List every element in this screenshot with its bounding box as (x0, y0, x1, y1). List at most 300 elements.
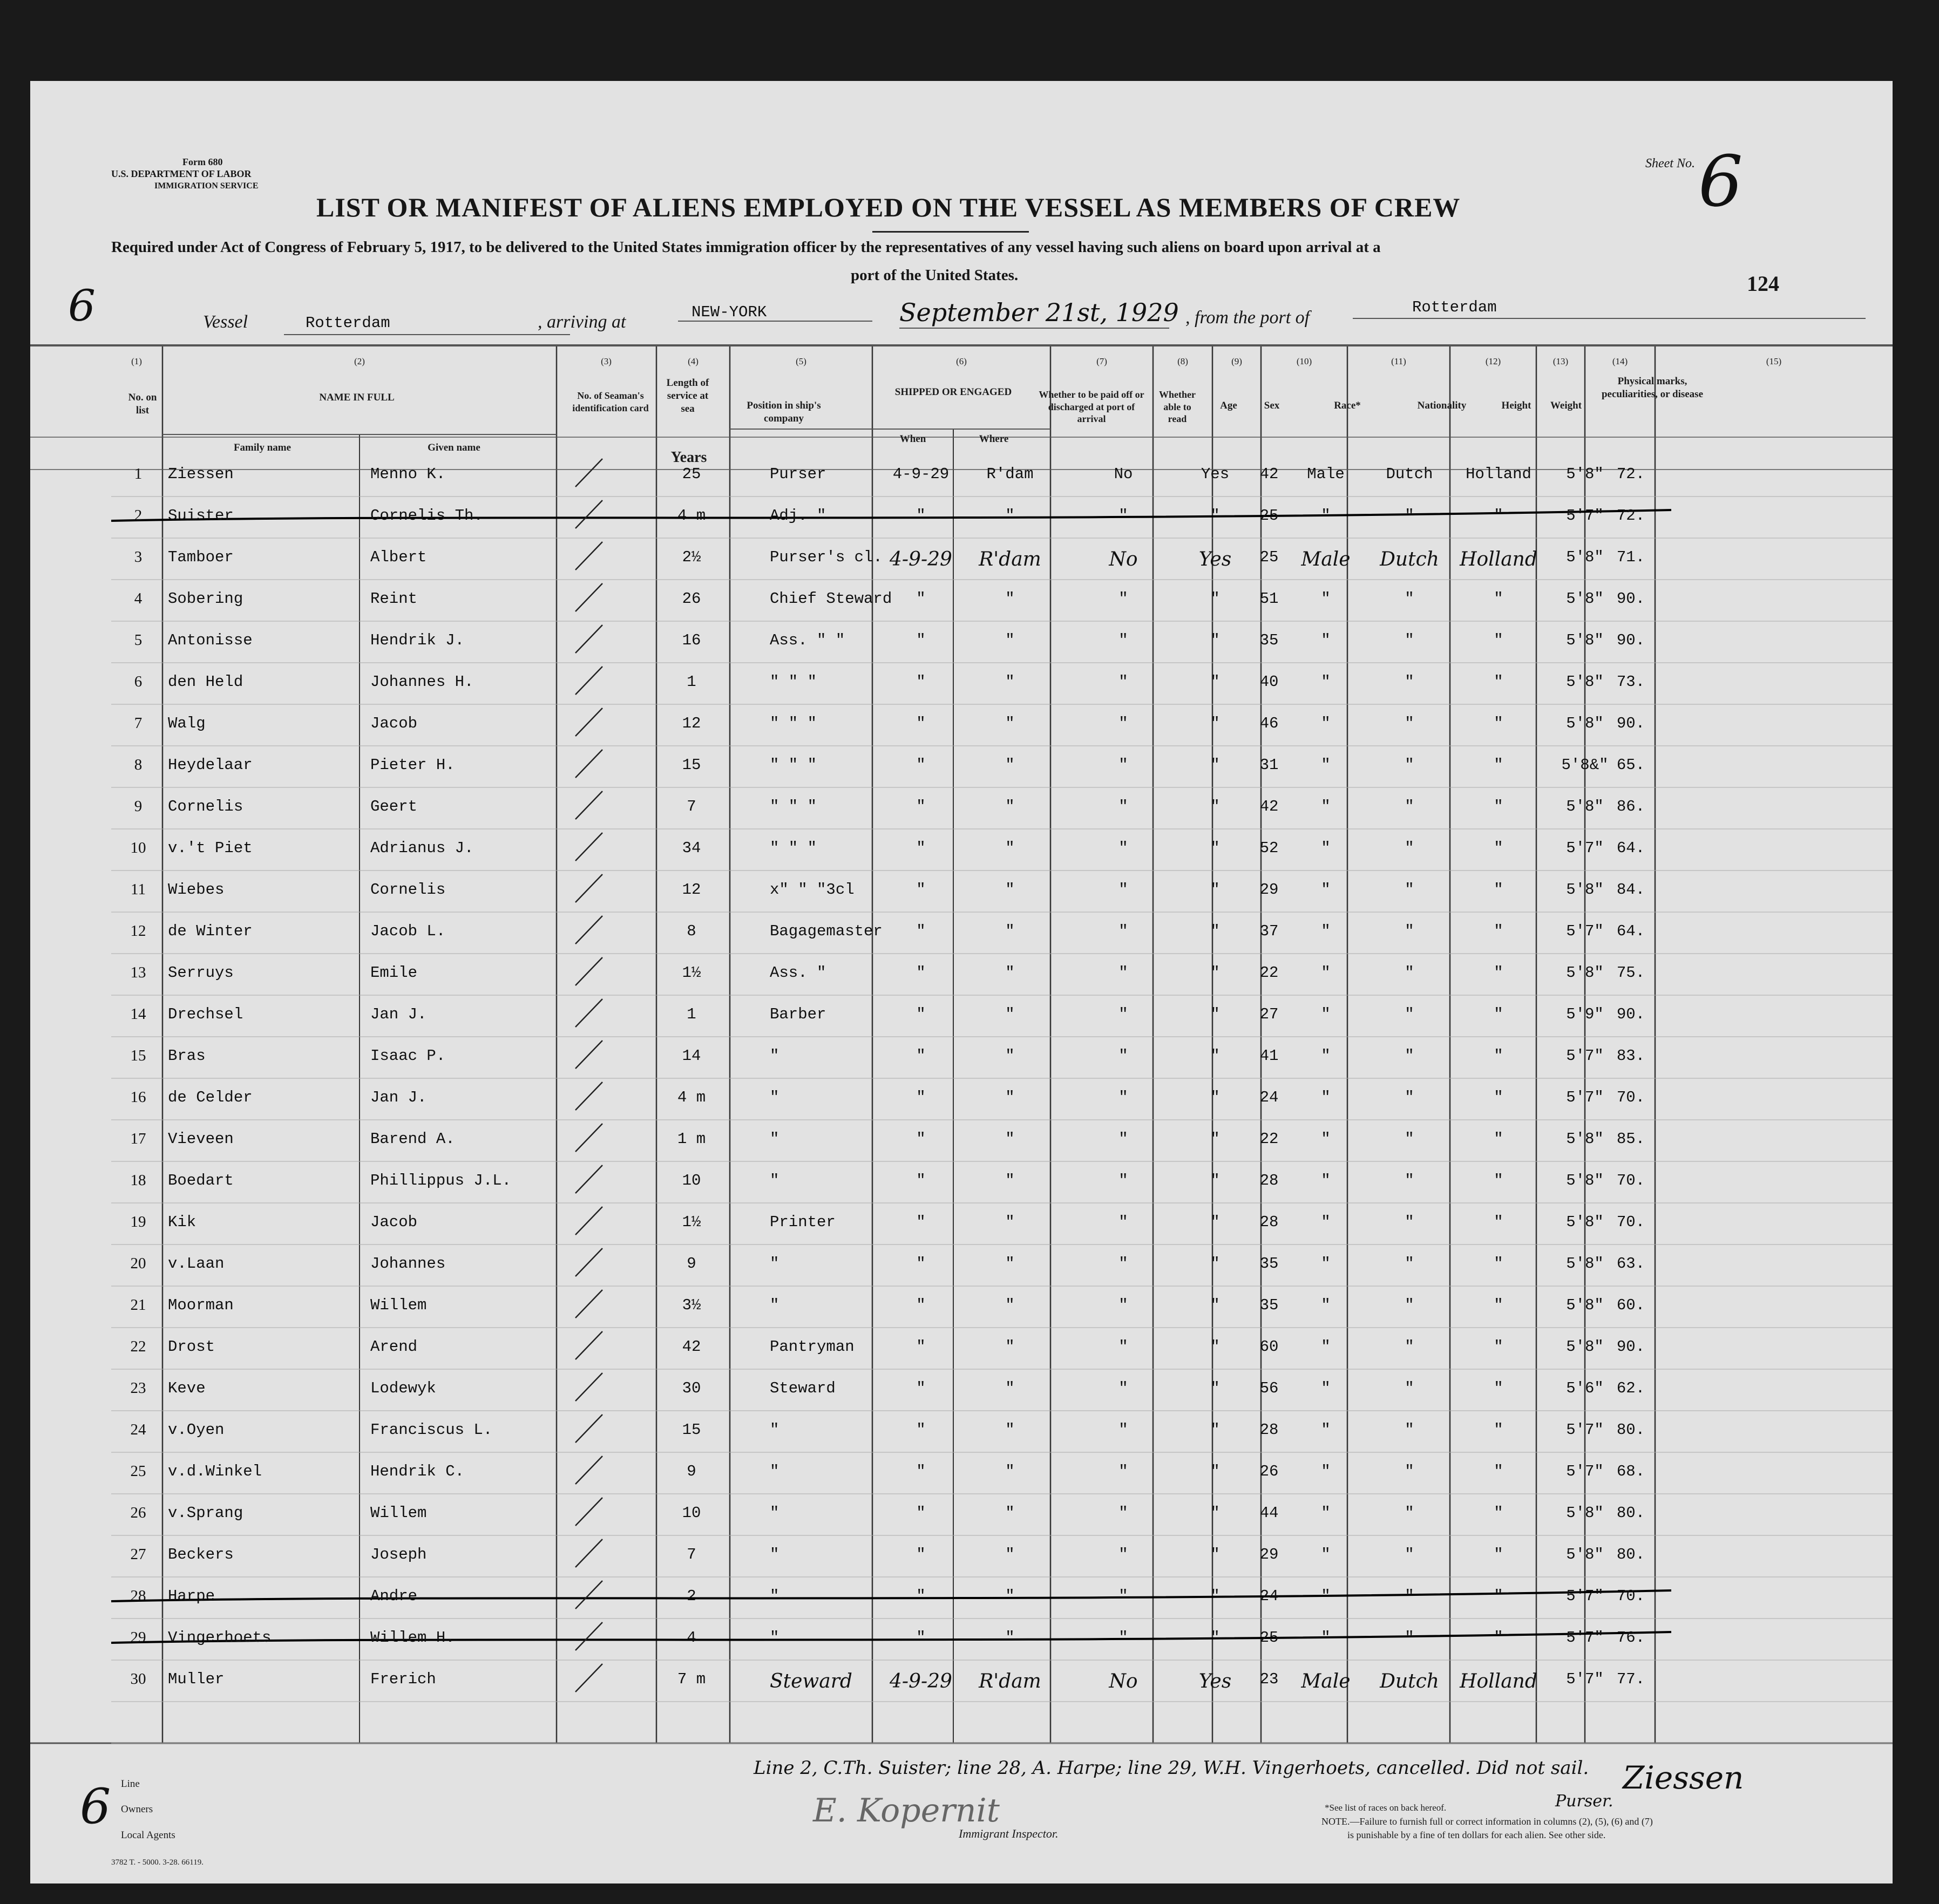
header-when: When (899, 433, 926, 445)
position: " (770, 1130, 779, 1148)
shipped-where: " (1005, 1463, 1015, 1480)
height: 5'7" (1566, 1463, 1604, 1480)
race: " (1405, 631, 1414, 649)
slash-mark (575, 1207, 602, 1235)
sex: " (1321, 673, 1331, 691)
row-number: 5 (134, 631, 143, 649)
position: Steward (770, 1670, 852, 1692)
weight: 70. (1616, 1587, 1645, 1605)
family-name: v.Oyen (168, 1421, 225, 1439)
height: 5'8" (1566, 465, 1604, 483)
family-name: Keve (168, 1379, 206, 1397)
shipped-where: " (1005, 1005, 1015, 1023)
able-to-read: " (1210, 1005, 1220, 1023)
column-number: (13) (1552, 356, 1569, 366)
row-number: 11 (131, 881, 146, 898)
height: 5'8" (1566, 1546, 1604, 1563)
shipped-when: " (916, 922, 926, 940)
position: " (770, 1296, 779, 1314)
sex: " (1321, 756, 1331, 774)
race: " (1405, 1130, 1414, 1148)
family-name: Ziessen (168, 465, 234, 483)
given-name: Hendrik J. (370, 631, 465, 649)
age: 25 (1259, 507, 1279, 525)
column-number: (4) (688, 356, 699, 366)
weight: 63. (1616, 1255, 1645, 1273)
shipped-where: " (1005, 1213, 1015, 1231)
length-of-service: 12 (682, 715, 701, 732)
paid-off: " (1118, 1296, 1128, 1314)
slash-mark (575, 999, 602, 1027)
family-name: v.d.Winkel (168, 1463, 262, 1480)
given-name: Barend A. (370, 1130, 455, 1148)
shipped-where: " (1005, 1379, 1015, 1397)
position: " (770, 1089, 779, 1106)
header-where: Where (979, 433, 1009, 445)
family-name: Heydelaar (168, 756, 253, 774)
weight: 65. (1616, 756, 1645, 774)
able-to-read: " (1210, 1546, 1220, 1563)
paid-off: " (1118, 1629, 1128, 1647)
title-underline (872, 231, 1029, 233)
race: " (1405, 673, 1414, 691)
paid-off: " (1118, 1421, 1128, 1439)
given-name: Arend (370, 1338, 418, 1356)
nationality: " (1494, 1005, 1503, 1023)
given-name: Willem H. (370, 1629, 455, 1647)
able-to-read: " (1210, 631, 1220, 649)
height: 5'7" (1566, 1629, 1604, 1647)
nationality: " (1494, 1255, 1503, 1273)
shipped-when: " (916, 1213, 926, 1231)
shipped-where: " (1005, 1587, 1015, 1605)
shipped-where: " (1005, 590, 1015, 608)
able-to-read: " (1210, 1629, 1220, 1647)
weight: 86. (1616, 798, 1645, 815)
length-of-service: 10 (682, 1172, 701, 1189)
shipped-where: " (1005, 798, 1015, 815)
weight: 70. (1616, 1089, 1645, 1106)
slash-mark (575, 750, 602, 778)
age: 24 (1259, 1587, 1279, 1605)
header-position: Position in ship's company (747, 400, 821, 424)
row-number: 28 (130, 1587, 146, 1604)
weight: 71. (1616, 548, 1645, 566)
height: 5'7" (1566, 1089, 1604, 1106)
able-to-read: " (1210, 590, 1220, 608)
family-name: de Winter (168, 922, 253, 940)
row-number: 4 (134, 590, 143, 607)
age: 35 (1259, 631, 1279, 649)
shipped-where: R'dam (979, 548, 1041, 570)
race: " (1405, 881, 1414, 899)
column-number: (11) (1391, 356, 1406, 366)
length-of-service: 7 (687, 798, 696, 815)
height: 5'8" (1566, 798, 1604, 815)
row-number: 29 (130, 1629, 146, 1646)
manifest-page (30, 81, 1893, 1883)
position: Printer (770, 1213, 836, 1231)
slash-mark (575, 625, 602, 653)
shipped-when: " (916, 507, 926, 525)
position: Bagagemaster (770, 922, 883, 940)
paid-off: No (1109, 1670, 1138, 1692)
purser-signature: Ziessen (1623, 1759, 1744, 1796)
paid-off: " (1118, 1587, 1128, 1605)
column-number: (10) (1296, 356, 1312, 366)
able-to-read: " (1210, 1130, 1220, 1148)
able-to-read: " (1210, 1421, 1220, 1439)
family-name: Moorman (168, 1296, 234, 1314)
given-name: Isaac P. (370, 1047, 446, 1065)
form-ruling (30, 81, 1893, 1883)
length-of-service: 14 (682, 1047, 701, 1065)
shipped-where: " (1005, 631, 1015, 649)
row-number: 2 (134, 507, 143, 524)
sex: " (1321, 1089, 1331, 1106)
paid-off: " (1118, 1546, 1128, 1563)
paid-off: " (1118, 1504, 1128, 1522)
length-of-service: 7 m (677, 1670, 706, 1688)
length-of-service: 3½ (682, 1296, 701, 1314)
race: " (1405, 1172, 1414, 1189)
able-to-read: Yes (1198, 1670, 1232, 1692)
given-name: Pieter H. (370, 756, 455, 774)
paid-off: " (1118, 798, 1128, 815)
shipped-when: " (916, 1338, 926, 1356)
vessel-label: Vessel (203, 312, 248, 332)
nationality: " (1494, 631, 1503, 649)
race: " (1405, 1089, 1414, 1106)
given-name: Jan J. (370, 1089, 427, 1106)
arrival-date: September 21st, 1929 (899, 298, 1179, 327)
able-to-read: " (1210, 798, 1220, 815)
height: 5'8" (1566, 964, 1604, 982)
slash-mark (575, 1041, 602, 1069)
row-number: 14 (130, 1005, 146, 1023)
nationality: Holland (1460, 548, 1537, 570)
header-race: Race* (1334, 400, 1361, 411)
weight: 70. (1616, 1213, 1645, 1231)
nationality: " (1494, 1172, 1503, 1189)
given-name: Menno K. (370, 465, 446, 483)
given-name: Willem (370, 1296, 427, 1314)
position: " (770, 1172, 779, 1189)
given-name: Adrianus J. (370, 839, 474, 857)
sheet-number: 6 (1698, 140, 1743, 222)
line-label: Line (121, 1778, 140, 1790)
shipped-where: " (1005, 507, 1015, 525)
length-of-service: 34 (682, 839, 701, 857)
nationality: " (1494, 1338, 1503, 1356)
age: 29 (1259, 881, 1279, 899)
sex: " (1321, 1504, 1331, 1522)
weight: 73. (1616, 673, 1645, 691)
length-of-service: 26 (682, 590, 701, 608)
subtitle-line-2: port of the United States. (851, 267, 1019, 284)
weight: 60. (1616, 1296, 1645, 1314)
row-number: 27 (130, 1546, 146, 1563)
slash-mark (575, 500, 602, 528)
age: 37 (1259, 922, 1279, 940)
race: " (1405, 1255, 1414, 1273)
row-number: 21 (130, 1296, 146, 1314)
sex: " (1321, 1587, 1331, 1605)
length-of-service: 15 (682, 1421, 701, 1439)
given-name: Cornelis (370, 881, 446, 899)
slash-mark (575, 1498, 602, 1526)
shipped-when: " (916, 1005, 926, 1023)
able-to-read: " (1210, 1296, 1220, 1314)
header-able-read: Whether able to read (1159, 389, 1196, 424)
age: 27 (1259, 1005, 1279, 1023)
paid-off: " (1118, 1089, 1128, 1106)
shipped-where: R'dam (986, 465, 1034, 483)
given-name: Joseph (370, 1546, 427, 1563)
sex: " (1321, 1172, 1331, 1189)
able-to-read: " (1210, 1172, 1220, 1189)
slash-mark (575, 667, 602, 695)
row-number: 24 (130, 1421, 146, 1438)
family-name: Harpe (168, 1587, 215, 1605)
age: 22 (1259, 1130, 1279, 1148)
column-number: (2) (354, 356, 365, 366)
weight: 76. (1616, 1629, 1645, 1647)
length-of-service: 1 (687, 1005, 696, 1023)
height: 5'6" (1566, 1379, 1604, 1397)
fine-note-2: is punishable by a fine of ten dollars for each alien. See other side. (1347, 1830, 1606, 1840)
nationality: " (1494, 964, 1503, 982)
shipped-when: " (916, 964, 926, 982)
family-name: Tamboer (168, 548, 234, 566)
given-name: Jan J. (370, 1005, 427, 1023)
age: 56 (1259, 1379, 1279, 1397)
row-number: 22 (130, 1338, 146, 1355)
sex: " (1321, 1130, 1331, 1148)
row-number: 6 (134, 673, 143, 690)
height: 5'7" (1566, 1670, 1604, 1688)
length-of-service: 30 (682, 1379, 701, 1397)
age: 25 (1259, 548, 1279, 566)
sex: Male (1307, 465, 1345, 483)
slash-mark (575, 1165, 602, 1193)
able-to-read: " (1210, 715, 1220, 732)
slash-mark (575, 833, 602, 861)
shipped-where: " (1005, 756, 1015, 774)
able-to-read: " (1210, 507, 1220, 525)
height: 5'7" (1566, 922, 1604, 940)
sex: " (1321, 1421, 1331, 1439)
family-name: Drost (168, 1338, 215, 1356)
header-no-on-list: No. on list (128, 392, 157, 416)
age: 26 (1259, 1463, 1279, 1480)
position: " (770, 1255, 779, 1273)
given-name: Jacob (370, 1213, 418, 1231)
sex: " (1321, 922, 1331, 940)
able-to-read: " (1210, 1463, 1220, 1480)
age: 28 (1259, 1421, 1279, 1439)
family-name: Serruys (168, 964, 234, 982)
weight: 80. (1616, 1504, 1645, 1522)
race: " (1405, 590, 1414, 608)
able-to-read: Yes (1201, 465, 1230, 483)
age: 35 (1259, 1255, 1279, 1273)
height: 5'8" (1566, 1213, 1604, 1231)
slash-mark (575, 1290, 602, 1318)
height: 5'7" (1566, 839, 1604, 857)
arriving-port: NEW-YORK (691, 303, 767, 321)
race: " (1405, 1047, 1414, 1065)
family-name: Bras (168, 1047, 206, 1065)
slash-mark (575, 1664, 602, 1692)
weight: 77. (1616, 1670, 1645, 1688)
height: 5'7" (1566, 507, 1604, 525)
position: Pantryman (770, 1338, 855, 1356)
paid-off: " (1118, 1005, 1128, 1023)
able-to-read: " (1210, 922, 1220, 940)
nationality: " (1494, 798, 1503, 815)
nationality: Holland (1460, 1670, 1537, 1692)
family-name: v.'t Piet (168, 839, 253, 857)
row-number: 7 (134, 715, 143, 732)
length-of-service: 16 (682, 631, 701, 649)
shipped-where: " (1005, 1172, 1015, 1189)
weight: 90. (1616, 1005, 1645, 1023)
race: " (1405, 1005, 1414, 1023)
race: " (1405, 1379, 1414, 1397)
height: 5'8" (1566, 1130, 1604, 1148)
race: " (1405, 1629, 1414, 1647)
height: 5'8" (1566, 1296, 1604, 1314)
paid-off: " (1118, 1338, 1128, 1356)
age: 42 (1259, 465, 1279, 483)
able-to-read: " (1210, 1255, 1220, 1273)
age: 40 (1259, 673, 1279, 691)
race: " (1405, 1213, 1414, 1231)
given-name: Geert (370, 798, 418, 815)
height: 5'8" (1566, 1338, 1604, 1356)
shipped-where: " (1005, 1089, 1015, 1106)
header-height: Height (1501, 400, 1531, 411)
position: Barber (770, 1005, 826, 1023)
age: 41 (1259, 1047, 1279, 1065)
shipped-when: 4-9-29 (890, 1670, 952, 1692)
nationality: " (1494, 1047, 1503, 1065)
header-sex: Sex (1264, 400, 1280, 411)
slash-mark (575, 791, 602, 819)
height: 5'8" (1566, 1504, 1604, 1522)
weight: 85. (1616, 1130, 1645, 1148)
row-number: 19 (130, 1213, 146, 1230)
nationality: " (1494, 507, 1503, 525)
stamp-number: 124 (1747, 271, 1779, 296)
height: 5'8" (1566, 715, 1604, 732)
header-physical: Physical marks, peculiarities, or disease (1601, 376, 1704, 400)
weight: 72. (1616, 507, 1645, 525)
position: " (770, 1546, 779, 1563)
slash-mark (575, 542, 602, 570)
weight: 72. (1616, 465, 1645, 483)
height: 5'8" (1566, 881, 1604, 899)
nationality: " (1494, 1296, 1503, 1314)
sex: " (1321, 798, 1331, 815)
age: 24 (1259, 1089, 1279, 1106)
shipped-where: " (1005, 922, 1015, 940)
column-number: (12) (1485, 356, 1501, 366)
shipped-when: " (916, 673, 926, 691)
weight: 62. (1616, 1379, 1645, 1397)
position: Ass. " " (770, 631, 845, 649)
paid-off: No (1109, 548, 1138, 570)
given-name: Frerich (370, 1670, 436, 1688)
family-name: Beckers (168, 1546, 234, 1563)
nationality: " (1494, 1587, 1503, 1605)
position: Adj. " (770, 507, 826, 525)
position: " " " (770, 715, 817, 732)
length-of-service: 1½ (682, 964, 701, 982)
slash-mark (575, 1581, 602, 1609)
row-number: 18 (130, 1172, 146, 1189)
header-seaman-card: No. of Seaman's identification card (572, 390, 649, 413)
header-nationality: Nationality (1417, 400, 1467, 411)
length-of-service: 15 (682, 756, 701, 774)
given-name: Jacob L. (370, 922, 446, 940)
able-to-read: " (1210, 1047, 1220, 1065)
shipped-when: " (916, 881, 926, 899)
slash-mark (575, 459, 602, 487)
weight: 75. (1616, 964, 1645, 982)
department-name: U.S. DEPARTMENT OF LABOR (111, 168, 252, 179)
nationality: Holland (1466, 465, 1531, 483)
form-number: Form 680 (182, 157, 223, 167)
row-number: 15 (130, 1047, 146, 1064)
arriving-label: , arriving at (538, 312, 626, 332)
paid-off: " (1118, 1255, 1128, 1273)
position: " (770, 1504, 779, 1522)
age: 35 (1259, 1296, 1279, 1314)
race: " (1405, 1504, 1414, 1522)
length-of-service: 9 (687, 1463, 696, 1480)
height: 5'7" (1566, 1421, 1604, 1439)
able-to-read: " (1210, 839, 1220, 857)
height: 5'8" (1566, 631, 1604, 649)
paid-off: " (1118, 881, 1128, 899)
shipped-when: " (916, 590, 926, 608)
weight: 90. (1616, 1338, 1645, 1356)
purser-label: Purser. (1555, 1792, 1613, 1811)
family-name: Antonisse (168, 631, 253, 649)
age: 25 (1259, 1629, 1279, 1647)
length-of-service: 4 m (677, 1089, 706, 1106)
able-to-read: " (1210, 881, 1220, 899)
shipped-when: " (916, 1089, 926, 1106)
given-name: Hendrik C. (370, 1463, 465, 1480)
race: " (1405, 964, 1414, 982)
length-of-service: 25 (682, 465, 701, 483)
row-number: 3 (134, 548, 143, 566)
length-of-service: 4 m (677, 507, 706, 525)
length-of-service: 8 (687, 922, 696, 940)
age: 51 (1259, 590, 1279, 608)
length-of-service: 2½ (682, 548, 701, 566)
shipped-where: " (1005, 1504, 1015, 1522)
header-length-service: Length of service at sea (666, 377, 709, 414)
weight: 83. (1616, 1047, 1645, 1065)
paid-off: " (1118, 964, 1128, 982)
family-name: v.Laan (168, 1255, 225, 1273)
given-name: Phillippus J.L. (370, 1172, 512, 1189)
position: Purser's cl. (770, 548, 883, 566)
